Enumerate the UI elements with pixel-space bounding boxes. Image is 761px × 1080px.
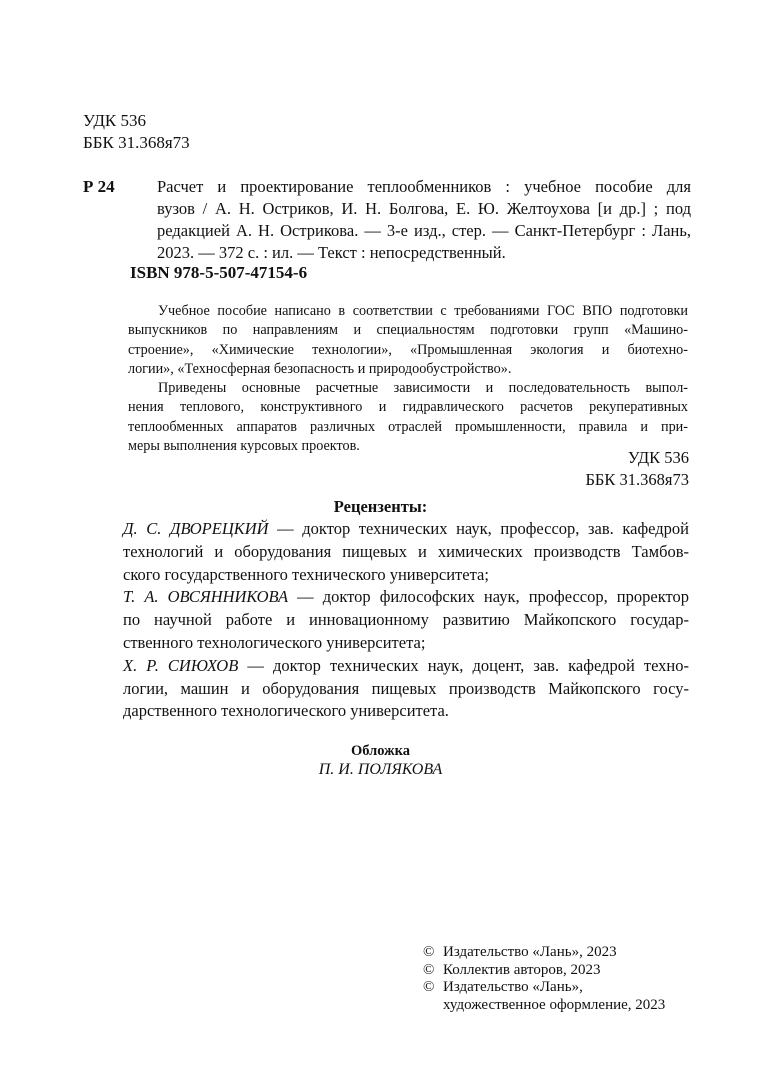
reviewer-line: технологий и оборудования пищевых и химических производств Тамбов-: [123, 541, 689, 561]
classification-codes-right: [585, 447, 689, 491]
bbk-code: ББК 31.368я73: [585, 470, 689, 489]
reviewer-line: Х. Р. СИЮХОВ — доктор технических наук, доцент, зав. кафедрой техно-: [123, 655, 690, 675]
copyright-block: [423, 944, 665, 1014]
isbn: ISBN 978-5-507-47154-6: [130, 263, 308, 282]
abstract-line: строение», «Химические технологии», «Промышленная экология и биотехно-: [128, 341, 688, 358]
udk-code: УДК 536: [83, 111, 147, 130]
reviewer-line: ственного технологического университета;: [123, 632, 426, 652]
abstract-line: нения теплового, конструктивного и гидравлического расчетов рекуперативных: [128, 399, 688, 416]
copyright-icon: ©: [423, 944, 435, 960]
abstract-line: выпускников по направлениям и специальностям подготовки групп «Машино-: [128, 322, 688, 339]
cover-credit-title: Обложка: [350, 743, 411, 759]
copyright-line: © Издательство «Лань»,: [423, 979, 583, 995]
reviewer-line: ского государственного технического университета;: [123, 564, 489, 584]
classification-codes-top: [83, 110, 190, 154]
author-mark: Р 24: [83, 177, 115, 196]
reviewer-line: по научной работе и инновационному развитию Майкопского государ-: [123, 610, 689, 630]
copyright-line: © Издательство «Лань», 2023: [423, 944, 617, 960]
bibliographic-line: вузов / А. Н. Остриков, И. Н. Болгова, Е. Ю. Желтоухова [и др.] ; под: [157, 199, 691, 218]
abstract-line: меры выполнения курсовых проектов.: [128, 438, 360, 455]
reviewer-line: Д. С. ДВОРЕЦКИЙ — доктор технических наук, профессор, зав. кафедрой: [123, 519, 689, 538]
abstract: [128, 302, 688, 456]
bibliographic-line: 2023. — 372 с. : ил. — Текст : непосредственный.: [157, 243, 506, 262]
copyright-icon: ©: [423, 979, 435, 995]
reviewer-line: логии, машин и оборудования пищевых производств Майкопского госу-: [123, 678, 689, 698]
reviewer-name: Т. А. ОВСЯННИКОВА: [123, 587, 289, 607]
bibliographic-line: редакцией А. Н. Острикова. — 3-е изд., стер. — Санкт-Петербург : Лань,: [157, 221, 691, 240]
bibliographic-line: Расчет и проектирование теплообменников : учебное пособие для: [157, 177, 691, 196]
cover-credit-name: П. И. ПОЛЯКОВА: [318, 761, 443, 778]
reviewer-line: Т. А. ОВСЯННИКОВА — доктор философских наук, профессор, проректор: [123, 587, 690, 607]
abstract-line: Учебное пособие написано в соответствии с требованиями ГОС ВПО подготовки: [158, 303, 688, 319]
reviewer-line: дарственного технологического университета.: [123, 701, 449, 721]
copyright-line: художественное оформление, 2023: [443, 996, 666, 1013]
abstract-line: логии», «Техносферная безопасность и природообустройство».: [128, 360, 512, 377]
reviewer-name: Д. С. ДВОРЕЦКИЙ: [123, 519, 269, 538]
bibliographic-record: [157, 176, 691, 264]
copyright-icon: ©: [423, 961, 435, 978]
reviewers-heading: Рецензенты:: [333, 497, 428, 516]
udk-code: УДК 536: [627, 448, 689, 467]
copyright-line: © Коллектив авторов, 2023: [423, 961, 601, 978]
abstract-line: теплообменных аппаратов различных отраслей промышленности, правила и при-: [128, 418, 688, 435]
bbk-code: ББК 31.368я73: [83, 133, 190, 152]
reviewers-list: [123, 518, 689, 723]
reviewer-name: Х. Р. СИЮХОВ: [123, 655, 239, 675]
abstract-line: Приведены основные расчетные зависимости и последовательность выпол-: [158, 380, 688, 397]
